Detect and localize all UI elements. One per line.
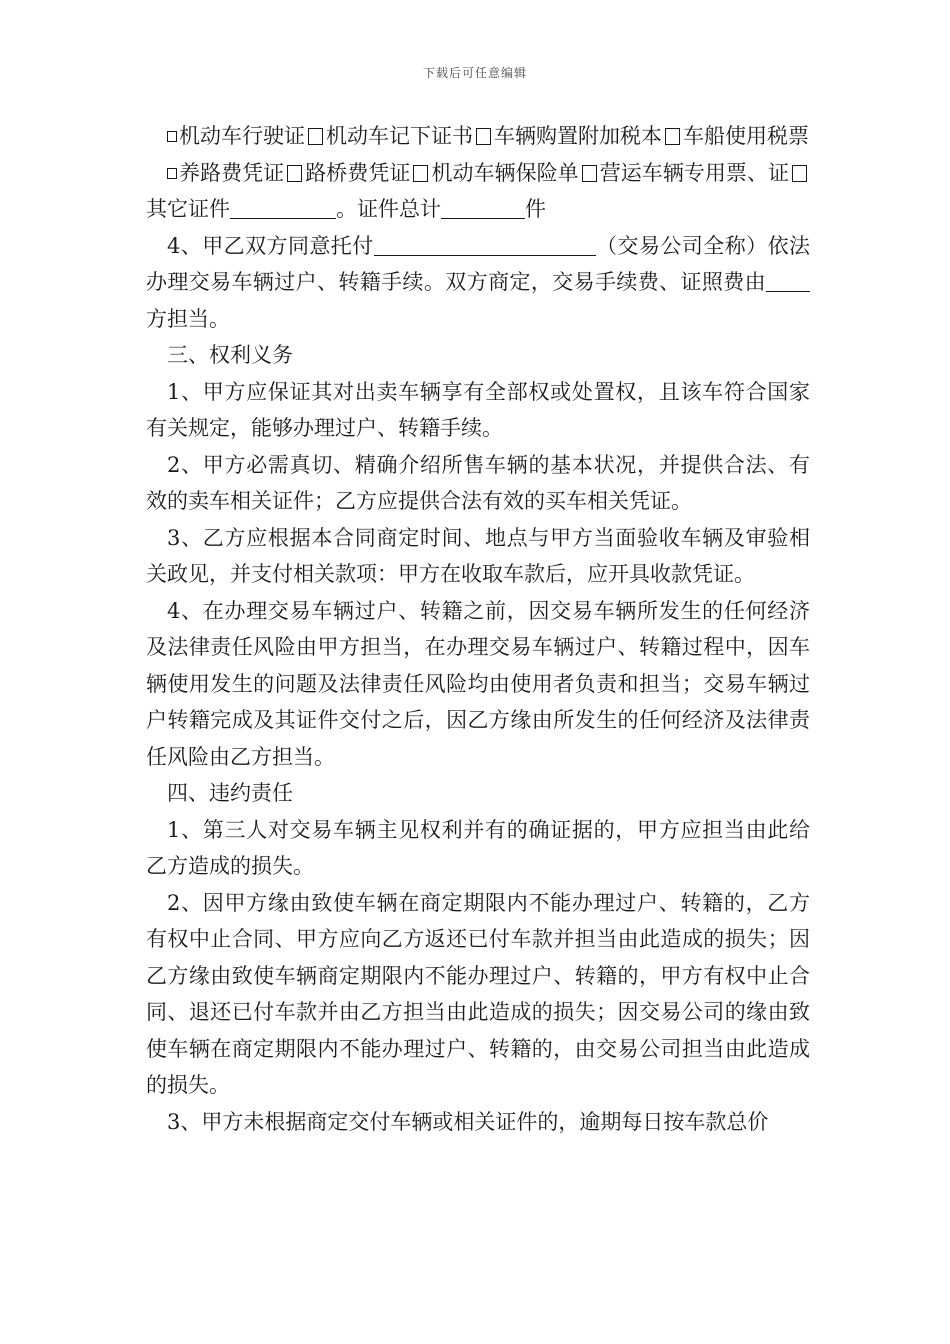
checkbox[interactable] [308,128,323,145]
fill-blank-certificate-total[interactable] [441,196,525,219]
rights-clause-2: 2、甲方必需真切、精确介绍所售车辆的基本状况，并提供合法、有效的卖车相关证件；乙方应提供合法有效的买车相关凭证。 [146,452,810,513]
fill-blank-trading-company[interactable] [374,233,596,256]
fill-blank-fee-party[interactable] [766,269,810,292]
liability-clause-2: 2、因甲方缘由致使车辆在商定期限内不能办理过户、转籍的，乙方有权中止合同、甲方应向乙方返还已付车款并担当由此造成的损失；因乙方缘由致使车辆商定期限内不能办理过户、转籍的，甲方有权中止合同、退还已付车款并由乙方担当由此造成的损失；因交易公司的缘由致使车辆在商定期限内不能办理过户、转籍的，由交易公司担当由此造成的损失。 [146,890,810,1097]
checkbox[interactable] [665,128,680,145]
rights-clause-1: 1、甲方应保证其对出卖车辆享有全部权或处置权，且该车符合国家有关规定，能够办理过户、转籍手续。 [146,379,810,440]
checkbox[interactable] [413,165,428,182]
section-heading-rights: 三、权利义务 [167,343,293,367]
checkbox[interactable] [167,168,177,179]
checkbox[interactable] [167,131,177,142]
checkbox[interactable] [792,165,807,182]
checkbox[interactable] [476,128,491,145]
clause-4-entrustment: 4、甲乙双方同意托付 （交易公司全称）依法办理交易车辆过户、转籍手续。双方商定，交易手续费、证照费由方担当。 [146,233,810,331]
fill-blank-other-certificates[interactable] [230,196,336,219]
page-header: 下载后可任意编辑 [422,66,527,80]
rights-clause-3: 3、乙方应根据本合同商定时间、地点与甲方当面验收车辆及审验相关政见，并支付相关款项：甲方在收取车款后，应开具收款凭证。 [146,525,810,586]
document-body [146,118,810,1140]
certificate-list-2: 养路费凭证 路桥费凭证 机动车辆保险单 营运车辆专用票、证其它证件 。证件总计 件 [146,155,810,228]
checkbox[interactable] [582,165,597,182]
section-heading-liability: 四、违约责任 [167,781,293,805]
rights-clause-4: 4、在办理交易车辆过户、转籍之前，因交易车辆所发生的任何经济及法律责任风险由甲方担当，在办理交易车辆过户、转籍过程中，因车辆使用发生的问题及法律责任风险均由使用者负责和担当；交易车辆过户转籍完成及其证件交付之后，因乙方缘由所发生的任何经济及法律责任风险由乙方担当。 [146,598,810,769]
liability-clause-1: 1、第三人对交易车辆主见权利并有的确证据的，甲方应担当由此给乙方造成的损失。 [146,817,810,878]
certificate-list-1: 机动车行驶证 机动车记下证书 车辆购置附加税本 车船使用税票 [146,118,810,155]
liability-clause-3: 3、甲方未根据商定交付车辆或相关证件的，逾期每日按车款总价 [167,1109,769,1134]
checkbox[interactable] [287,165,302,182]
